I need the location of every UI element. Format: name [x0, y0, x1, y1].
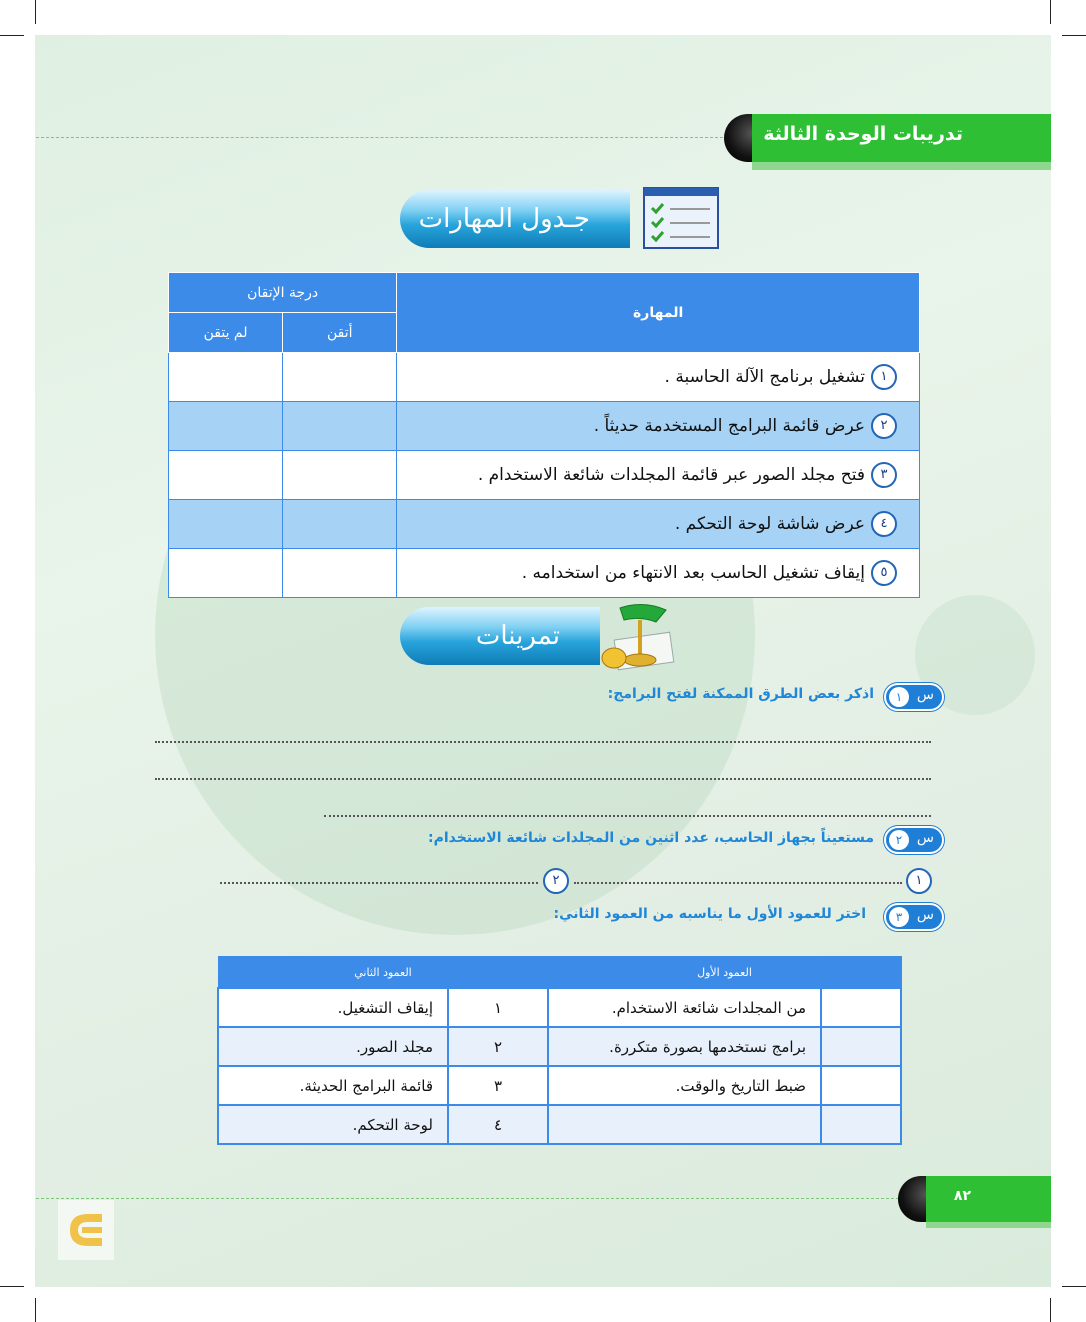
- unit-title: تدريبات الوحدة الثالثة: [763, 123, 963, 145]
- masters-cell[interactable]: [283, 500, 397, 549]
- not-masters-cell[interactable]: [169, 451, 283, 500]
- crop-mark: [35, 1298, 36, 1322]
- crop-mark: [35, 0, 36, 24]
- second-column-number: ٢: [448, 1027, 548, 1066]
- masters-cell[interactable]: [283, 549, 397, 598]
- masters-cell[interactable]: [283, 353, 397, 402]
- question-letter: س: [916, 907, 934, 923]
- first-column-header: العمود الأول: [548, 957, 901, 989]
- skill-number: ١: [871, 364, 897, 390]
- desk-lamp-icon: [594, 598, 676, 674]
- skill-number: ٤: [871, 511, 897, 537]
- not-masters-cell[interactable]: [169, 402, 283, 451]
- second-column-item: قائمة البرامج الحديثة.: [218, 1066, 448, 1105]
- checklist-window-icon: [640, 184, 722, 252]
- header-divider: [36, 137, 728, 138]
- skills-title: جـدول المهارات: [418, 204, 590, 234]
- page-number-tab: [926, 1176, 1051, 1228]
- skill-text: عرض شاشة لوحة التحكم .: [674, 514, 865, 534]
- skill-row: [169, 500, 920, 549]
- masters-cell[interactable]: [283, 402, 397, 451]
- not-masters-cell[interactable]: [169, 549, 283, 598]
- unit-title-tab: [752, 114, 1051, 170]
- question-badge-1: [884, 683, 944, 711]
- skill-number: ٢: [871, 413, 897, 439]
- answer-line[interactable]: [574, 882, 902, 884]
- question-1-text: اذكر بعض الطرق الممكنة لفتح البرامج:: [607, 686, 874, 702]
- mastery-column-header: درجة الإتقان: [169, 273, 397, 313]
- exercises-title: تمرينات: [475, 621, 560, 651]
- skill-number: ٥: [871, 560, 897, 586]
- question-badge-2: [884, 826, 944, 854]
- question-3-text: اختر للعمود الأول ما يناسبه من العمود الثاني:: [553, 906, 866, 922]
- skill-row: [169, 451, 920, 500]
- question-letter: س: [916, 687, 934, 703]
- crop-mark: [1062, 35, 1086, 36]
- first-column-item: من المجلدات شائعة الاستخدام.: [548, 988, 821, 1027]
- crop-mark: [0, 1286, 24, 1287]
- skill-text: إيقاف تشغيل الحاسب بعد الانتهاء من استخدامه .: [521, 563, 865, 583]
- match-answer-cell[interactable]: [821, 1027, 901, 1066]
- question-number: ٢: [889, 830, 909, 850]
- second-column-number: ٣: [448, 1066, 548, 1105]
- masters-cell[interactable]: [283, 451, 397, 500]
- not-masters-column-header: لم يتقن: [169, 313, 283, 353]
- first-column-item: [548, 1105, 821, 1144]
- first-column-item: برامج نستخدمها بصورة متكررة.: [548, 1027, 821, 1066]
- second-column-number: ٤: [448, 1105, 548, 1144]
- match-answer-cell[interactable]: [821, 1066, 901, 1105]
- answer-marker-1: ١: [906, 868, 932, 894]
- skill-text: عرض قائمة البرامج المستخدمة حديثاً .: [593, 416, 865, 436]
- answer-line[interactable]: [220, 882, 538, 884]
- skill-row: [169, 402, 920, 451]
- crop-mark: [0, 35, 24, 36]
- matching-row: [218, 1027, 901, 1066]
- answer-line[interactable]: [324, 815, 931, 817]
- matching-table: [217, 956, 902, 1145]
- crop-mark: [1050, 1298, 1051, 1322]
- match-answer-cell[interactable]: [821, 1105, 901, 1144]
- question-2-text: مستعيناً بجهاز الحاسب، عدد اثنين من المجلدات شائعة الاستخدام:: [427, 830, 874, 846]
- footer-divider: [36, 1198, 904, 1199]
- answer-marker-2: ٢: [543, 868, 569, 894]
- matching-row: [218, 1066, 901, 1105]
- not-masters-cell[interactable]: [169, 353, 283, 402]
- second-column-item: إيقاف التشغيل.: [218, 988, 448, 1027]
- first-column-item: ضبط التاريخ والوقت.: [548, 1066, 821, 1105]
- answer-line[interactable]: [155, 778, 931, 780]
- second-column-item: لوحة التحكم.: [218, 1105, 448, 1144]
- skills-title-banner: [400, 190, 630, 248]
- skill-row: [169, 353, 920, 402]
- not-masters-cell[interactable]: [169, 500, 283, 549]
- question-number: ١: [889, 687, 909, 707]
- second-column-item: مجلد الصور.: [218, 1027, 448, 1066]
- exercises-title-banner: [400, 607, 600, 665]
- answer-line[interactable]: [155, 741, 931, 743]
- matching-row: [218, 1105, 901, 1144]
- matching-row: [218, 988, 901, 1027]
- question-letter: س: [916, 830, 934, 846]
- match-answer-cell[interactable]: [821, 988, 901, 1027]
- skill-text: فتح مجلد الصور عبر قائمة المجلدات شائعة الاستخدام .: [477, 465, 865, 485]
- skill-row: [169, 549, 920, 598]
- second-column-header: العمود الثاني: [218, 957, 548, 989]
- masters-column-header: أتقن: [283, 313, 397, 353]
- skills-table: [168, 272, 920, 598]
- second-column-number: ١: [448, 988, 548, 1027]
- crop-mark: [1062, 1286, 1086, 1287]
- skill-number: ٣: [871, 462, 897, 488]
- question-badge-3: [884, 903, 944, 931]
- crop-mark: [1050, 0, 1051, 24]
- skill-column-header: المهارة: [397, 273, 920, 353]
- question-number: ٣: [889, 907, 909, 927]
- page-number: ٨٢: [953, 1188, 971, 1204]
- skill-text: تشغيل برنامج الآلة الحاسبة .: [664, 367, 865, 387]
- publisher-logo-icon: [58, 1200, 114, 1260]
